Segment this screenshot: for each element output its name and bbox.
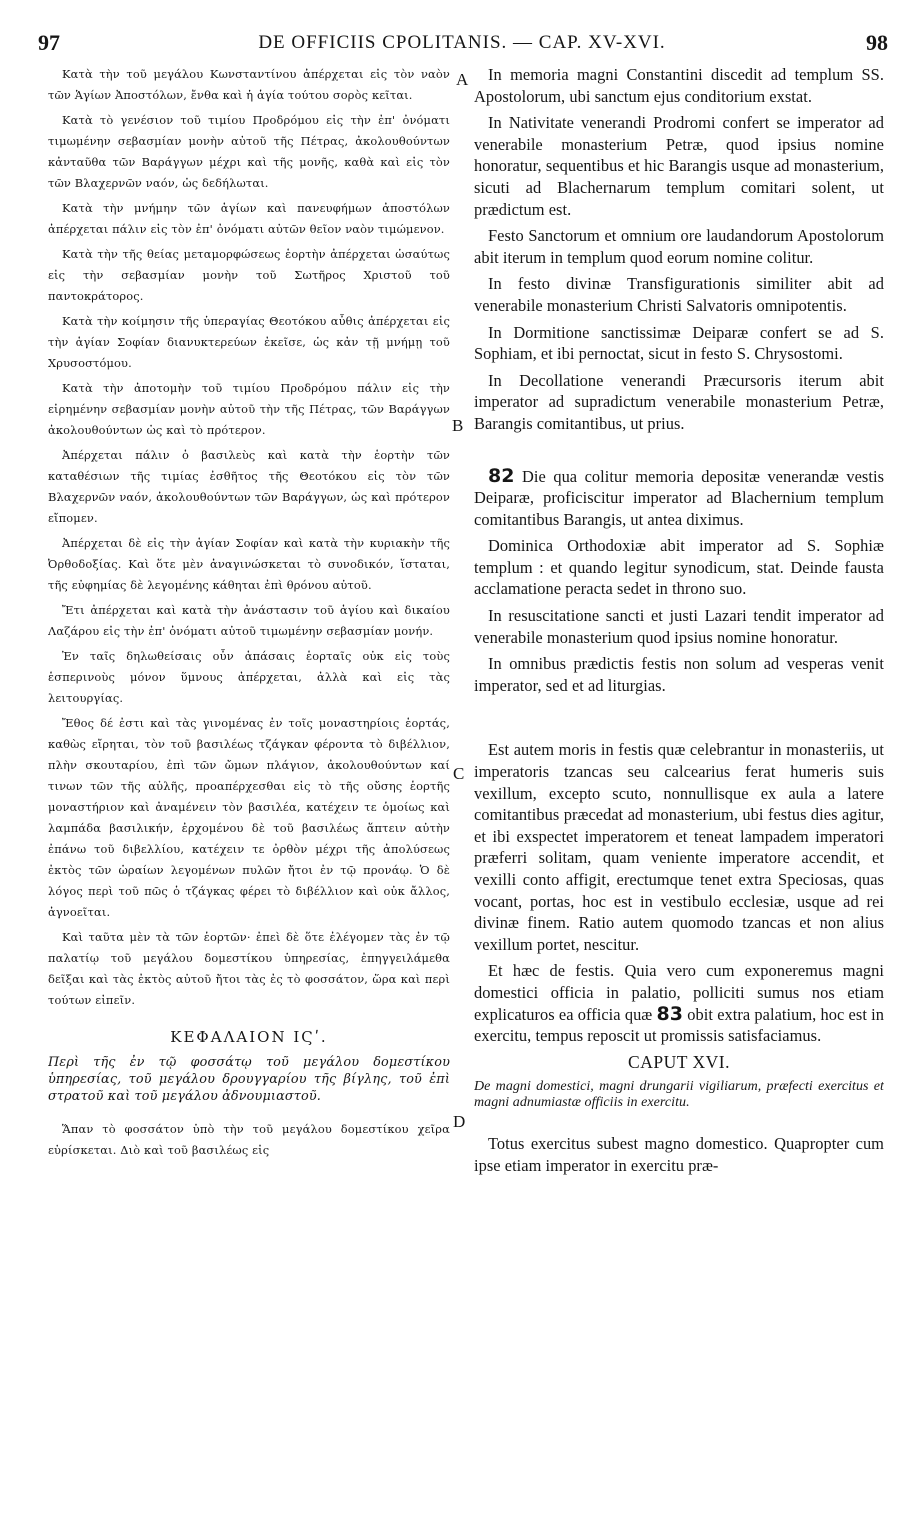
latin-paragraph: In festo divinæ Transfigurationis similiter abit ad venerabile monasterium Christi Salvatoris omnipotentis. xyxy=(474,274,884,315)
greek-chapter-subtitle: Περὶ τῆς ἐν τῷ φοσσάτῳ τοῦ μεγάλου δομεστίκου ὑπηρεσίας, τοῦ μεγάλου δρουγγαρίου τῆς βίγλης, τοῦ ἐπὶ στρατοῦ καὶ τοῦ μεγάλου ἀδνουμιαστοῦ. xyxy=(48,1055,450,1104)
latin-paragraph: Dominica Orthodoxiæ abit imperator ad S. Sophiæ templum : et quando legitur synodicum, stat. Deinde fausta acclamatione peracta sedet in throno suo. xyxy=(474,536,884,599)
section-number: 82 xyxy=(488,464,515,487)
section-number: 83 xyxy=(656,1002,684,1025)
greek-paragraph: Ἔτι ἀπέρχεται καὶ κατὰ τὴν ἀνάστασιν τοῦ ἁγίου καὶ δικαίου Λαζάρου εἰς τὴν ἐπ' ὀνόματι αὐτοῦ τιμωμένην σεβασμίαν μονήν. xyxy=(48,603,450,638)
latin-chapter-heading: CAPUT XVI. xyxy=(628,1051,730,1072)
running-title: DE OFFICIIS CPOLITANIS. — CAP. XV-XVI. xyxy=(258,32,666,53)
margin-marker-a: A xyxy=(456,70,469,89)
latin-paragraph-text: Die qua colitur memoria depositæ venerandæ vestis Deiparæ, proficiscitur imperator ad Blachernium templum comitantibus Barangis, ut antea diximus. xyxy=(474,466,884,529)
latin-paragraph: In Decollatione venerandi Præcursoris iterum abit imperator ad supradictum venerabile monasterium Petræ, Barangis comitantibus, ut prius. xyxy=(474,370,884,433)
greek-paragraph: Κατὰ τὴν ἀποτομὴν τοῦ τιμίου Προδρόμου πάλιν εἰς τὴν εἰρημένην σεβασμίαν μονὴν αὐτοῦ τὴν τῆς Πέτρας, τῶν Βαράγγων ἀκολουθούντων ὡς καὶ τὸ πρότερον. xyxy=(48,381,450,437)
greek-paragraph: Κατὰ τὴν μνήμην τῶν ἁγίων καὶ πανευφήμων ἀποστόλων ἀπέρχεται πάλιν εἰς τὸν ἐπ' ὀνόματι αὐτῶν θεῖον ναὸν τιμώμενον. xyxy=(48,201,450,236)
margin-marker-b: B xyxy=(452,416,464,435)
greek-chapter-heading: ΚΕΦΑΛΑΙΟΝ ΙϚʹ. xyxy=(170,1028,328,1046)
latin-paragraph: In memoria magni Constantini discedit ad templum SS. Apostolorum, ubi sanctum ejus conditorium exstat. xyxy=(474,65,884,106)
greek-paragraph: Ἅπαν τὸ φοσσάτον ὑπὸ τὴν τοῦ μεγάλου δομεστίκου χεῖρα εὑρίσκεται. Διὸ καὶ τοῦ βασιλέως εἰς xyxy=(48,1122,450,1157)
latin-paragraph: In resuscitatione sancti et justi Lazari tendit imperator ad venerabile monasterium quod ipsius nomine honoratur. xyxy=(474,606,884,647)
margin-marker-c: C xyxy=(453,764,465,783)
page-header xyxy=(0,30,924,56)
page-number-right: 98 xyxy=(866,30,888,55)
greek-paragraph: Κατὰ τὸ γενέσιον τοῦ τιμίου Προδρόμου εἰς τὴν ἐπ' ὀνόματι τιμωμένην σεβασμίαν μονὴν αὐτοῦ τῆς Πέτρας, ἀκολουθούντων κἀνταῦθα τῶν Βαράγγων μέχρι καὶ τῆς μονῆς, καθὰ καὶ εἰς τὸν τῶν Βλαχερνῶν ναόν, ὡς δεδήλωται. xyxy=(48,113,450,190)
greek-paragraph: Ἀπέρχεται πάλιν ὁ βασιλεὺς καὶ κατὰ τὴν ἑορτὴν τῶν καταθέσιων τῆς τιμίας ἐσθῆτος τῆς Θεοτόκου εἰς τὸν τῶν Βλαχερνῶν ναόν, ἀκολουθούντων τῶν Βαράγγων, ὡς καὶ πρότερον εἴπομεν. xyxy=(48,448,450,525)
greek-paragraph: Κατὰ τὴν τῆς θείας μεταμορφώσεως ἑορτὴν ἀπέρχεται ὡσαύτως εἰς τὴν σεβασμίαν μονὴν τοῦ Σωτῆρος Χριστοῦ τοῦ παντοκράτορος. xyxy=(48,247,450,303)
latin-paragraph xyxy=(474,960,884,1046)
latin-chapter-subtitle: De magni domestici, magni drungarii vigiliarum, præfecti exercitus et magni adnumiastæ officiis in exercitu. xyxy=(474,1079,884,1111)
latin-paragraph xyxy=(474,466,884,531)
spacer xyxy=(474,440,884,466)
latin-paragraph: Est autem moris in festis quæ celebrantur in monasteriis, ut imperatoris tzancas seu calcearius ferat humeris suis vexillum, excepto scuto, nonnullisque ex aula a latere comitantibus præcedat ad monasterium, ubi festus dies agitur, et ibi exspectet imperatorem et teneat lampadem imperatori præferri solitam, quam veniente imperatore accendit, et vexilli conto affigit, erectumque tenet extra Speciosas, quas vocant, portas, hoc est in vestibulo ecclesiæ, usque ad rei divinæ finem. Ratio autem quomodo tzancas et non alius vexillum portet, nescitur. xyxy=(474,740,884,954)
greek-paragraph: Κατὰ τὴν κοίμησιν τῆς ὑπεραγίας Θεοτόκου αὖθις ἀπέρχεται εἰς τὴν ἁγίαν Σοφίαν διανυκτερεύων ἐκεῖσε, ὡς κἀν τῇ μνήμῃ τοῦ Χρυσοστόμου. xyxy=(48,314,450,370)
greek-paragraph: Ἔθος δέ ἐστι καὶ τὰς γινομένας ἐν τοῖς μοναστηρίοις ἑορτάς, καθὼς εἴρηται, τὸν τοῦ βασιλέως τζάγκαν φέροντα τὸ διβέλλιον, πλὴν σκουταρίου, ἐπὶ τῶν ὤμων πλάγιον, ἀκολουθούντων καί τινων τῶν τῆς αὐλῆς, προαπέρχεσθαι εἰς τὸ τῆς οὔσης ἑορτῆς μοναστήριον καὶ ἀναμένειν τὸν βασιλέα, κατέχειν τε ὁμοίως καὶ λαμπάδα βασιλικήν, ἐρχομένου δὲ τοῦ βασιλέως ἅπτειν αὐτὴν ἐπάνω τοῦ διβελλίου, κατέχειν τε ὀρθὸν μέχρι τῆς ἀπολύσεως ἐκτὸς τῶν ὡραίων λεγομένων πυλῶν ἤτοι ἐν τῷ προνάῳ. Ὁ δὲ λόγος περὶ τοῦ πῶς ὁ τζάγκας φέρει τὸ διβέλλιον καὶ οὐκ ἄλλος, ἀγνοεῖται. xyxy=(48,716,450,919)
latin-paragraph: In Dormitione sanctissimæ Deiparæ confert se ad S. Sophiam, et ibi pernoctat, sicut in festo S. Chrysostomi. xyxy=(474,322,884,364)
latin-column xyxy=(474,64,884,1540)
latin-paragraph: Festo Sanctorum et omnium ore laudandorum Apostolorum abit iterum in templum quod eorum nomine colitur. xyxy=(474,226,884,267)
greek-column xyxy=(48,64,450,1540)
latin-paragraph: In Nativitate venerandi Prodromi confert se imperator ad venerabile monasterium Petræ, quod ipsius nomine honoratur, sequentibus et hic Barangis usque ad monasterium, sicuti ad Blachernarum templum comitari solent, ut prædictum est. xyxy=(474,113,884,219)
latin-paragraph-text: Et hæc de festis. Quia vero cum exponeremus magni domestici officia in palatio, polliciti sumus nos etiam explicaturos ea officia quæ xyxy=(474,961,884,1024)
greek-paragraph: Καὶ ταῦτα μὲν τὰ τῶν ἑορτῶν· ἐπεὶ δὲ ὅτε ἐλέγομεν τὰς ἐν τῷ παλατίῳ τοῦ μεγάλου δομεστίκου ὑπηρεσίας, ἐπηγγειλάμεθα δεῖξαι καὶ τὰς ἐκτὸς αὐτοῦ ἤτοι τὰς ἐς τὸ φοσσάτον, ὥρα καὶ περὶ τούτων εἰπεῖν. xyxy=(48,930,450,1007)
latin-paragraph: Totus exercitus subest magno domestico. Quapropter cum ipse etiam imperator in exercitu præ- xyxy=(474,1134,884,1175)
latin-paragraph-text: obit extra palatium, hoc est in exercitu, tempus reposcit ut promissis satisfaciamus. xyxy=(474,1004,884,1046)
page-number-left: 97 xyxy=(38,30,60,55)
greek-paragraph: Κατὰ τὴν τοῦ μεγάλου Κωνσταντίνου ἀπέρχεται εἰς τὸν ναὸν τῶν Ἁγίων Ἀποστόλων, ἔνθα καὶ ἡ ἁγία τούτου σορὸς κεῖται. xyxy=(48,67,450,102)
spacer xyxy=(474,701,884,739)
latin-paragraph: In omnibus prædictis festis non solum ad vesperas venit imperator, sed et ad liturgias. xyxy=(474,654,884,695)
greek-paragraph: Ἐν ταῖς δηλωθείσαις οὖν ἁπάσαις ἑορταῖς οὐκ εἰς τοὺς ἑσπερινοὺς μόνον ὕμνους ἀπέρχεται, ἀλλὰ καὶ εἰς τὰς λειτουργίας. xyxy=(48,649,450,705)
margin-marker-d: D xyxy=(453,1112,466,1131)
greek-paragraph: Ἀπέρχεται δὲ εἰς τὴν ἁγίαν Σοφίαν καὶ κατὰ τὴν κυριακὴν τῆς Ὀρθοδοξίας. Καὶ ὅτε μὲν ἀναγινώσκεται τὸ συνοδικόν, ἵσταται, τῆς εὐφημίας δὲ λεγομένης κάθηται ἐπὶ θρόνου αὐτοῦ. xyxy=(48,536,450,592)
